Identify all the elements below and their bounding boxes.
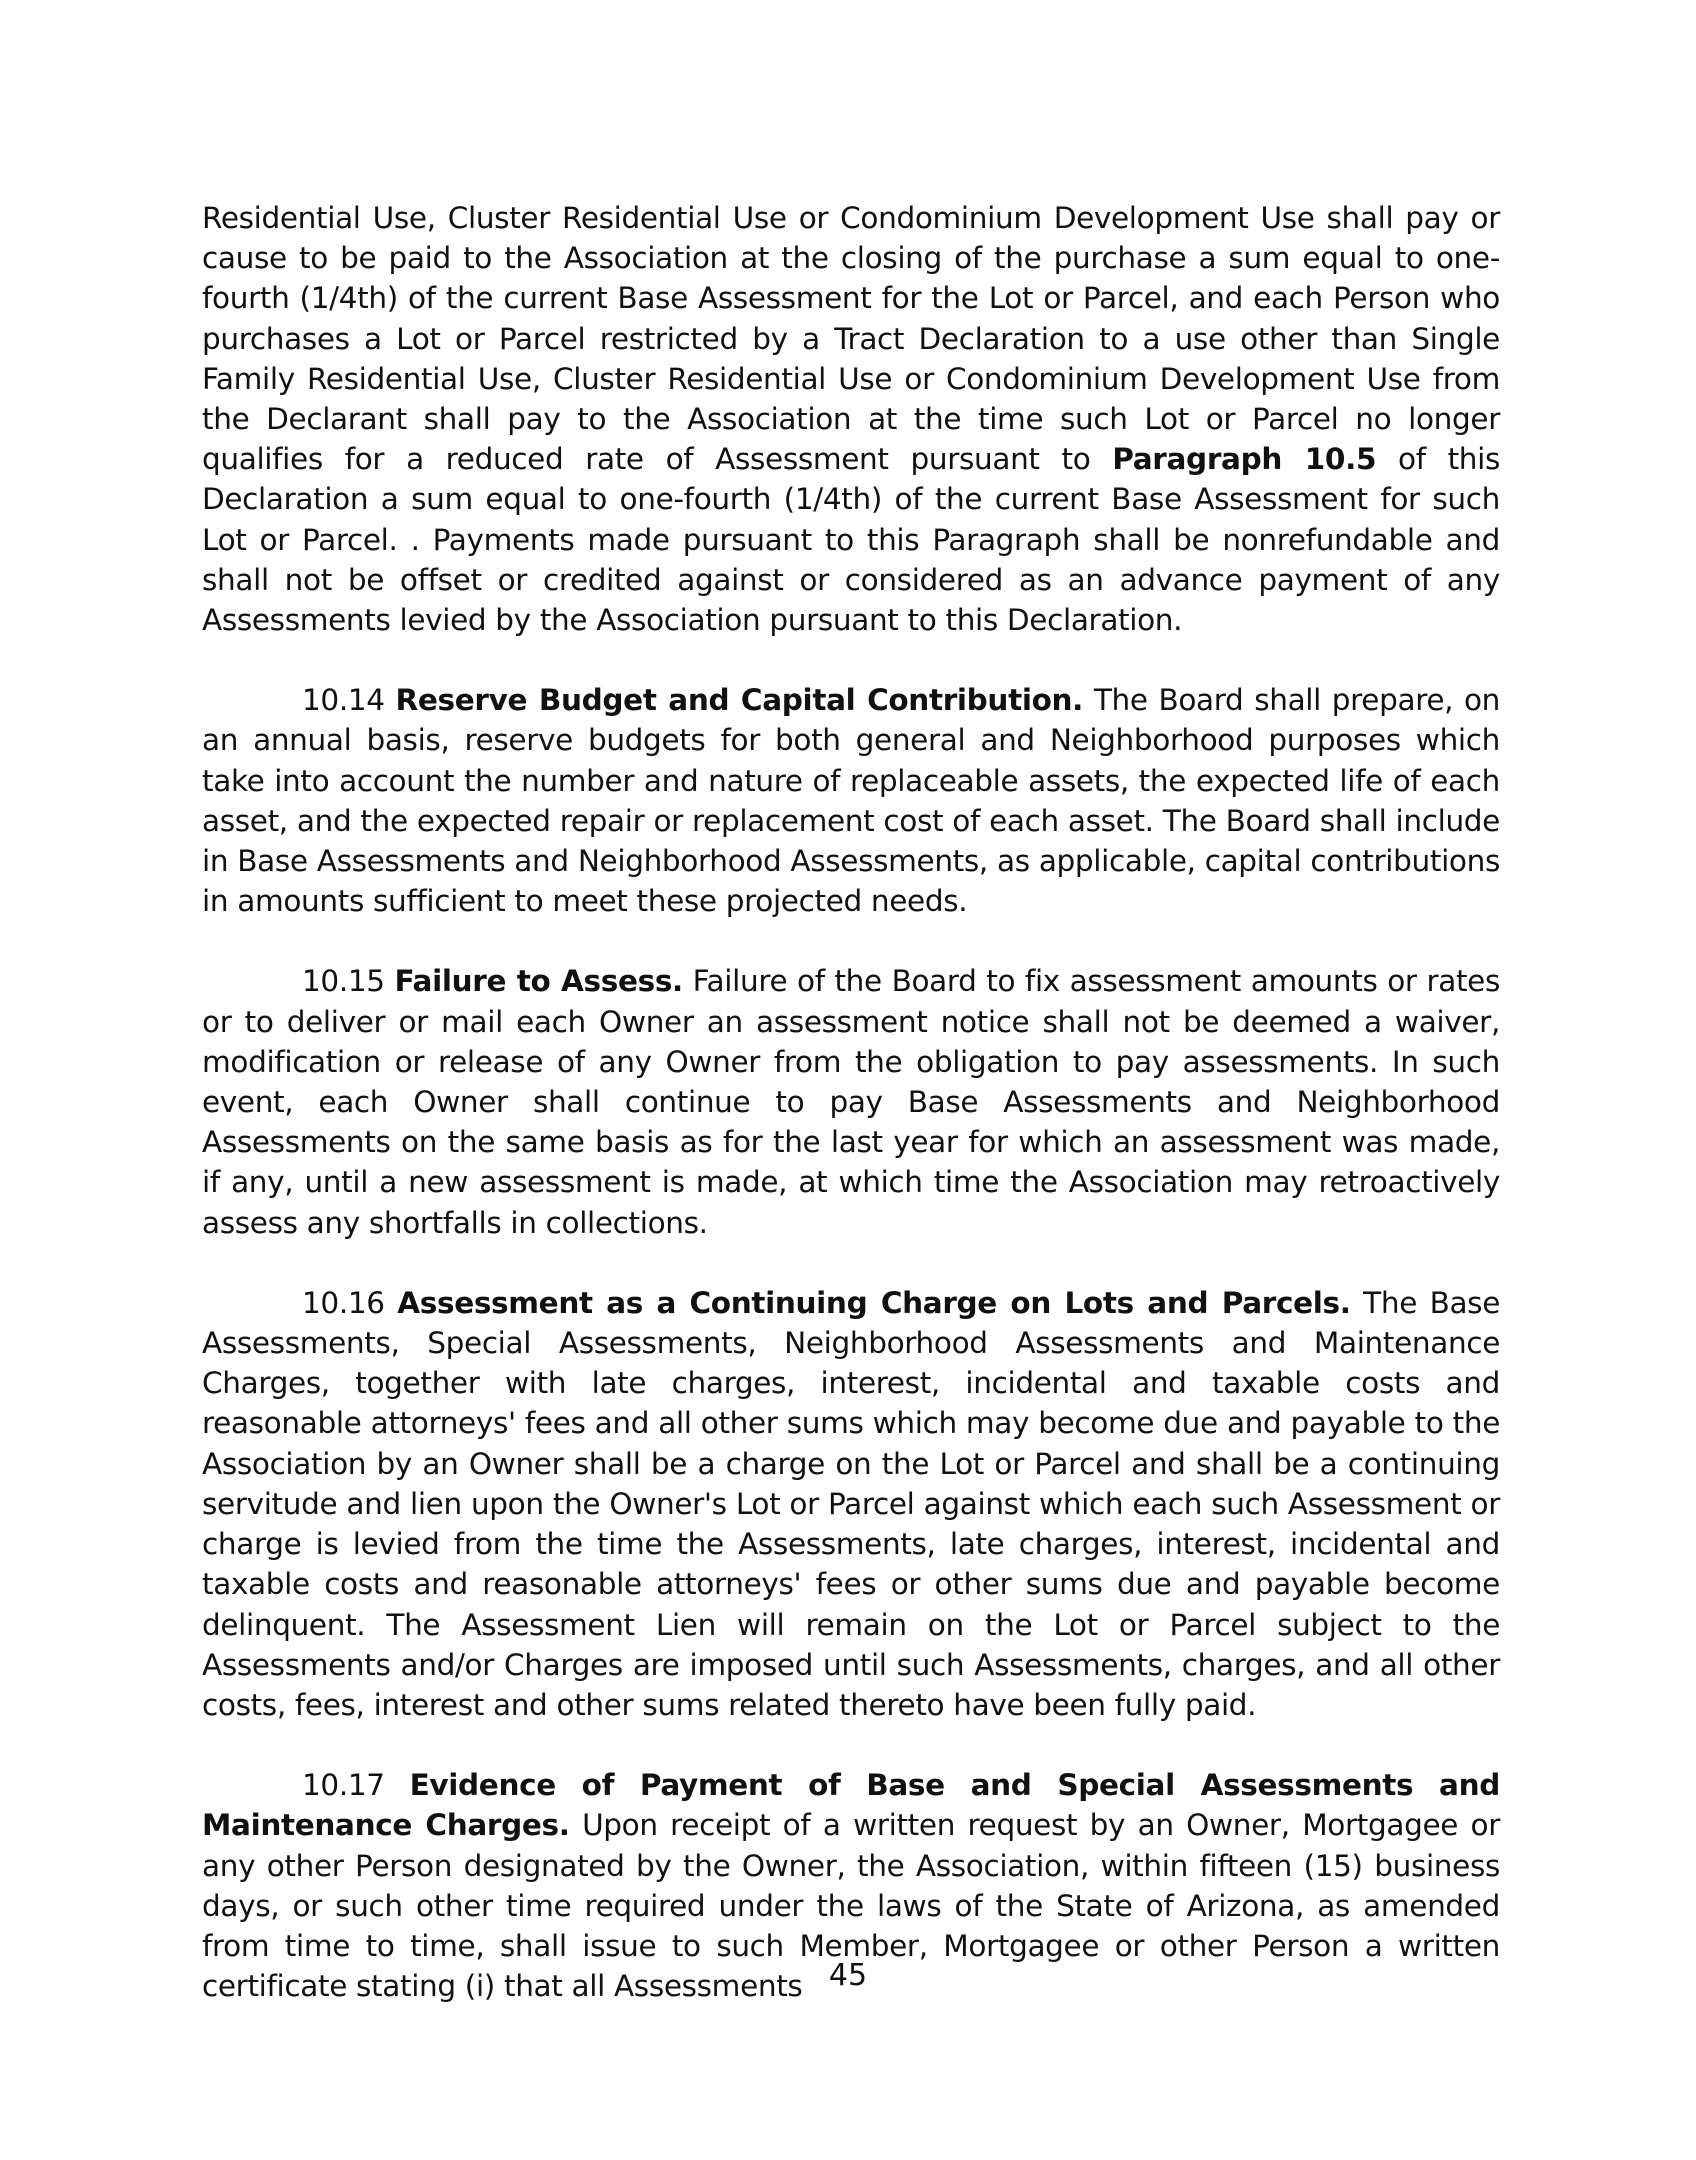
section-number: 10.16 bbox=[302, 1285, 385, 1320]
document-body bbox=[202, 198, 1500, 2046]
section-heading: Failure to Assess. bbox=[394, 964, 683, 999]
section-number: 10.17 bbox=[302, 1768, 385, 1803]
section-text: The Base Assessments, Special Assessments, Neighborhood Assessments and Maintenance Charges, together with late charges, interest, incidental and taxable costs and reasonable attorneys' fees and all other sums which may become due and payable to the Association by an Owner shall be a charge on the Lot or Parcel and shall be a continuing servitude and lien upon the Owner's Lot or Parcel against which each such Assessment or charge is levied from the time the Assessments, late charges, interest, incidental and taxable costs and reasonable attorneys' fees or other sums due and payable become delinquent. The Assessment Lien will remain on the Lot or Parcel subject to the Assessments and/or Charges are imposed until such Assessments, charges, and all other costs, fees, interest and other sums related thereto have been fully paid. bbox=[202, 1285, 1501, 1722]
section-heading: Reserve Budget and Capital Contribution. bbox=[395, 683, 1084, 718]
section-10-16 bbox=[202, 1283, 1500, 1725]
section-number: 10.14 bbox=[302, 683, 385, 718]
continuation-text-before: Residential Use, Cluster Residential Use or Condominium Development Use shall pay or cause to be paid to the Association at the closing of the purchase a sum equal to one-fourth (1/4th) of the current Base Assessment for the Lot or Parcel, and each Person who purchases a Lot or Parcel restricted by a Tract Declaration to a use other than Single Family Residential Use, Cluster Residential Use or Condominium Development Use from the Declarant shall pay to the Association at the time such Lot or Parcel no longer qualifies for a reduced rate of Assessment pursuant to bbox=[202, 201, 1500, 477]
section-10-14 bbox=[202, 680, 1500, 921]
continuation-paragraph bbox=[202, 198, 1500, 640]
page-number: 45 bbox=[828, 1958, 868, 1993]
section-heading: Assessment as a Continuing Charge on Lots and Parcels. bbox=[397, 1285, 1351, 1320]
paragraph-reference: Paragraph 10.5 bbox=[1112, 442, 1377, 477]
section-heading: Evidence of Payment of Base and Special Assessments and Maintenance Charges. bbox=[202, 1768, 1500, 1843]
section-text: Failure of the Board to fix assessment amounts or rates or to deliver or mail each Owner an assessment notice shall not be deemed a waiver, modification or release of any Owner from the obligation to pay assessments. In such event, each Owner shall continue to pay Base Assessments and Neighborhood Assessments on the same basis as for the last year for which an assessment was made, if any, until a new assessment is made, at which time the Association may retroactively assess any shortfalls in collections. bbox=[202, 964, 1500, 1240]
section-number: 10.15 bbox=[302, 964, 385, 999]
section-text: Upon receipt of a written request by an Owner, Mortgagee or any other Person designated by the Owner, the Association, within fifteen (15) business days, or such other time required under the laws of the State of Arizona, as amended from time to time, shall issue to such Member, Mortgagee or other Person a written certificate stating (i) that all Assessments bbox=[202, 1808, 1501, 2004]
section-text: The Board shall prepare, on an annual basis, reserve budgets for both general and Neighborhood purposes which take into account the number and nature of replaceable assets, the expected life of each asset, and the expected repair or replacement cost of each asset. The Board shall include in Base Assessments and Neighborhood Assessments, as applicable, capital contributions in amounts sufficient to meet these projected needs. bbox=[202, 683, 1501, 919]
section-10-15 bbox=[202, 961, 1500, 1242]
continuation-text-after: of this Declaration a sum equal to one-fourth (1/4th) of the current Base Assessment for such Lot or Parcel. . Payments made pursuant to this Paragraph shall be nonrefundable and shall not be offset or credited against or considered as an advance payment of any Assessments levied by the Association pursuant to this Declaration. bbox=[202, 442, 1501, 638]
